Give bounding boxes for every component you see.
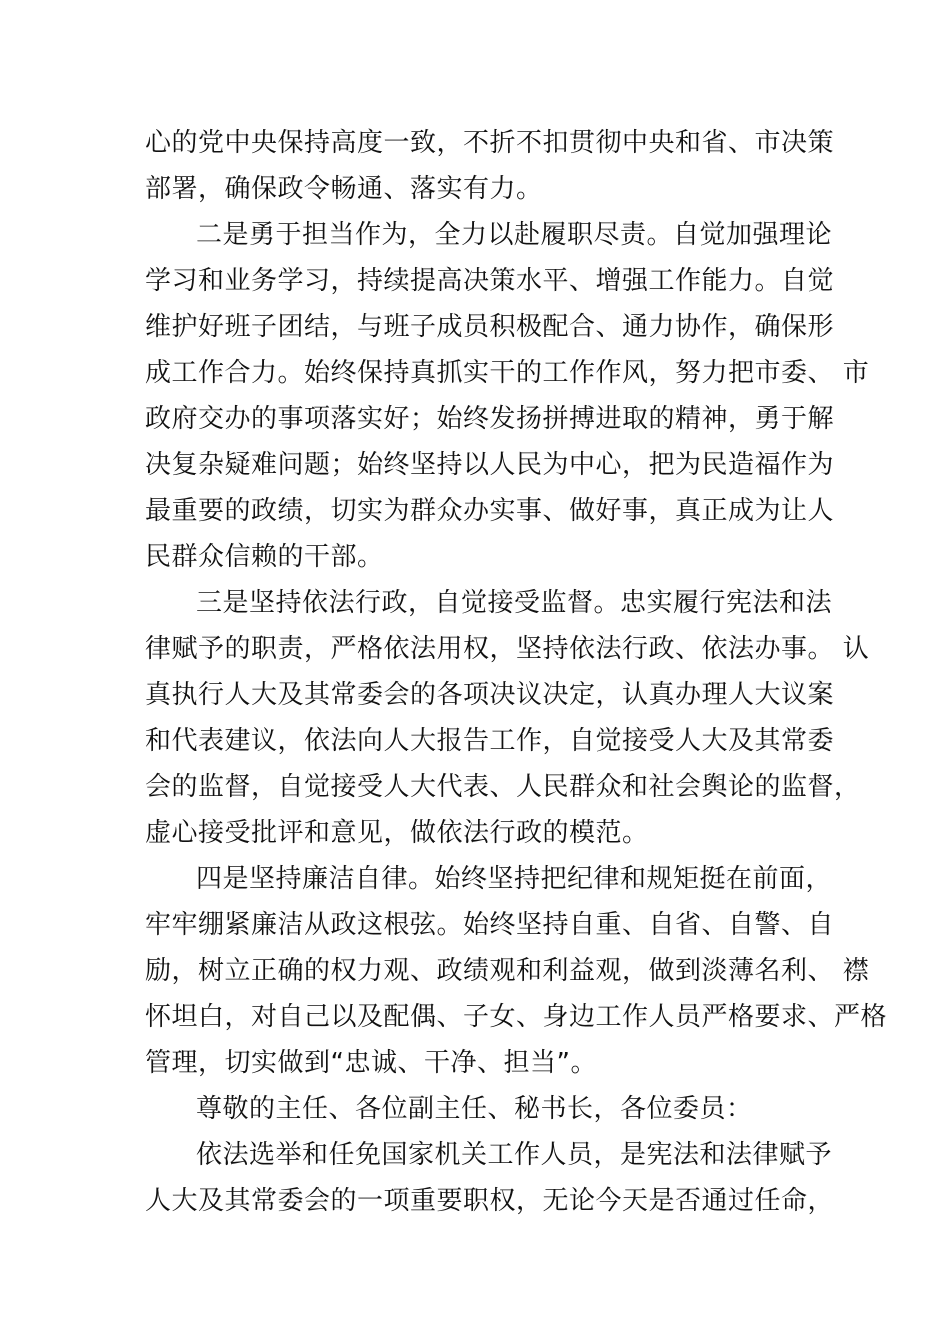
paragraph-start-line: 三是坚持依法行政，自觉接受监督。忠实履行宪法和法 <box>196 588 833 618</box>
text-line: 部署，确保政令畅通、落实有力。 <box>145 174 543 204</box>
text-line: 最重要的政绩，切实为群众办实事、做好事，真正成为让人 <box>145 496 835 526</box>
text-line: 维护好班子团结，与班子成员积极配合、通力协作，确保形 <box>145 312 835 342</box>
text-line: 牢牢绷紧廉洁从政这根弦。始终坚持自重、自省、自警、自 <box>145 910 835 940</box>
text-line: 虚心接受批评和意见，做依法行政的模范。 <box>145 818 649 848</box>
paragraph-start-line: 四是坚持廉洁自律。始终坚持把纪律和规矩挺在前面， <box>196 864 833 894</box>
text-line: 真执行人大及其常委会的各项决议决定，认真办理人大议案 <box>145 680 835 710</box>
text-line: 人大及其常委会的一项重要职权，无论今天是否通过任命， <box>145 1186 835 1216</box>
paragraph-start-line: 依法选举和任免国家机关工作人员，是宪法和法律赋予 <box>196 1140 833 1170</box>
text-line: 政府交办的事项落实好；始终发扬拼搏进取的精神，勇于解 <box>145 404 835 434</box>
text-line: 律赋予的职责，严格依法用权，坚持依法行政、依法办事。 认 <box>145 634 870 664</box>
text-line: 励，树立正确的权力观、政绩观和利益观，做到淡薄名利、 襟 <box>145 956 870 986</box>
text-line: 怀坦白，对自己以及配偶、子女、身边工作人员严格要求、严格 <box>145 1002 888 1032</box>
text-line: 民群众信赖的干部。 <box>145 542 384 572</box>
salutation-line: 尊敬的主任、各位副主任、秘书长，各位委员： <box>196 1094 753 1124</box>
text-line: 会的监督，自觉接受人大代表、人民群众和社会舆论的监督， <box>145 772 861 802</box>
text-line: 学习和业务学习，持续提高决策水平、增强工作能力。自觉 <box>145 266 835 296</box>
text-line: 决复杂疑难问题；始终坚持以人民为中心，把为民造福作为 <box>145 450 835 480</box>
paragraph-start-line: 二是勇于担当作为，全力以赴履职尽责。自觉加强理论 <box>196 220 833 250</box>
text-line: 和代表建议，依法向人大报告工作，自觉接受人大及其常委 <box>145 726 835 756</box>
text-line: 管理，切实做到“忠诚、干净、担当”。 <box>145 1048 597 1078</box>
text-line: 成工作合力。始终保持真抓实干的工作作风，努力把市委、 市 <box>145 358 870 388</box>
text-line: 心的党中央保持高度一致，不折不扣贯彻中央和省、市决策 <box>145 128 835 158</box>
